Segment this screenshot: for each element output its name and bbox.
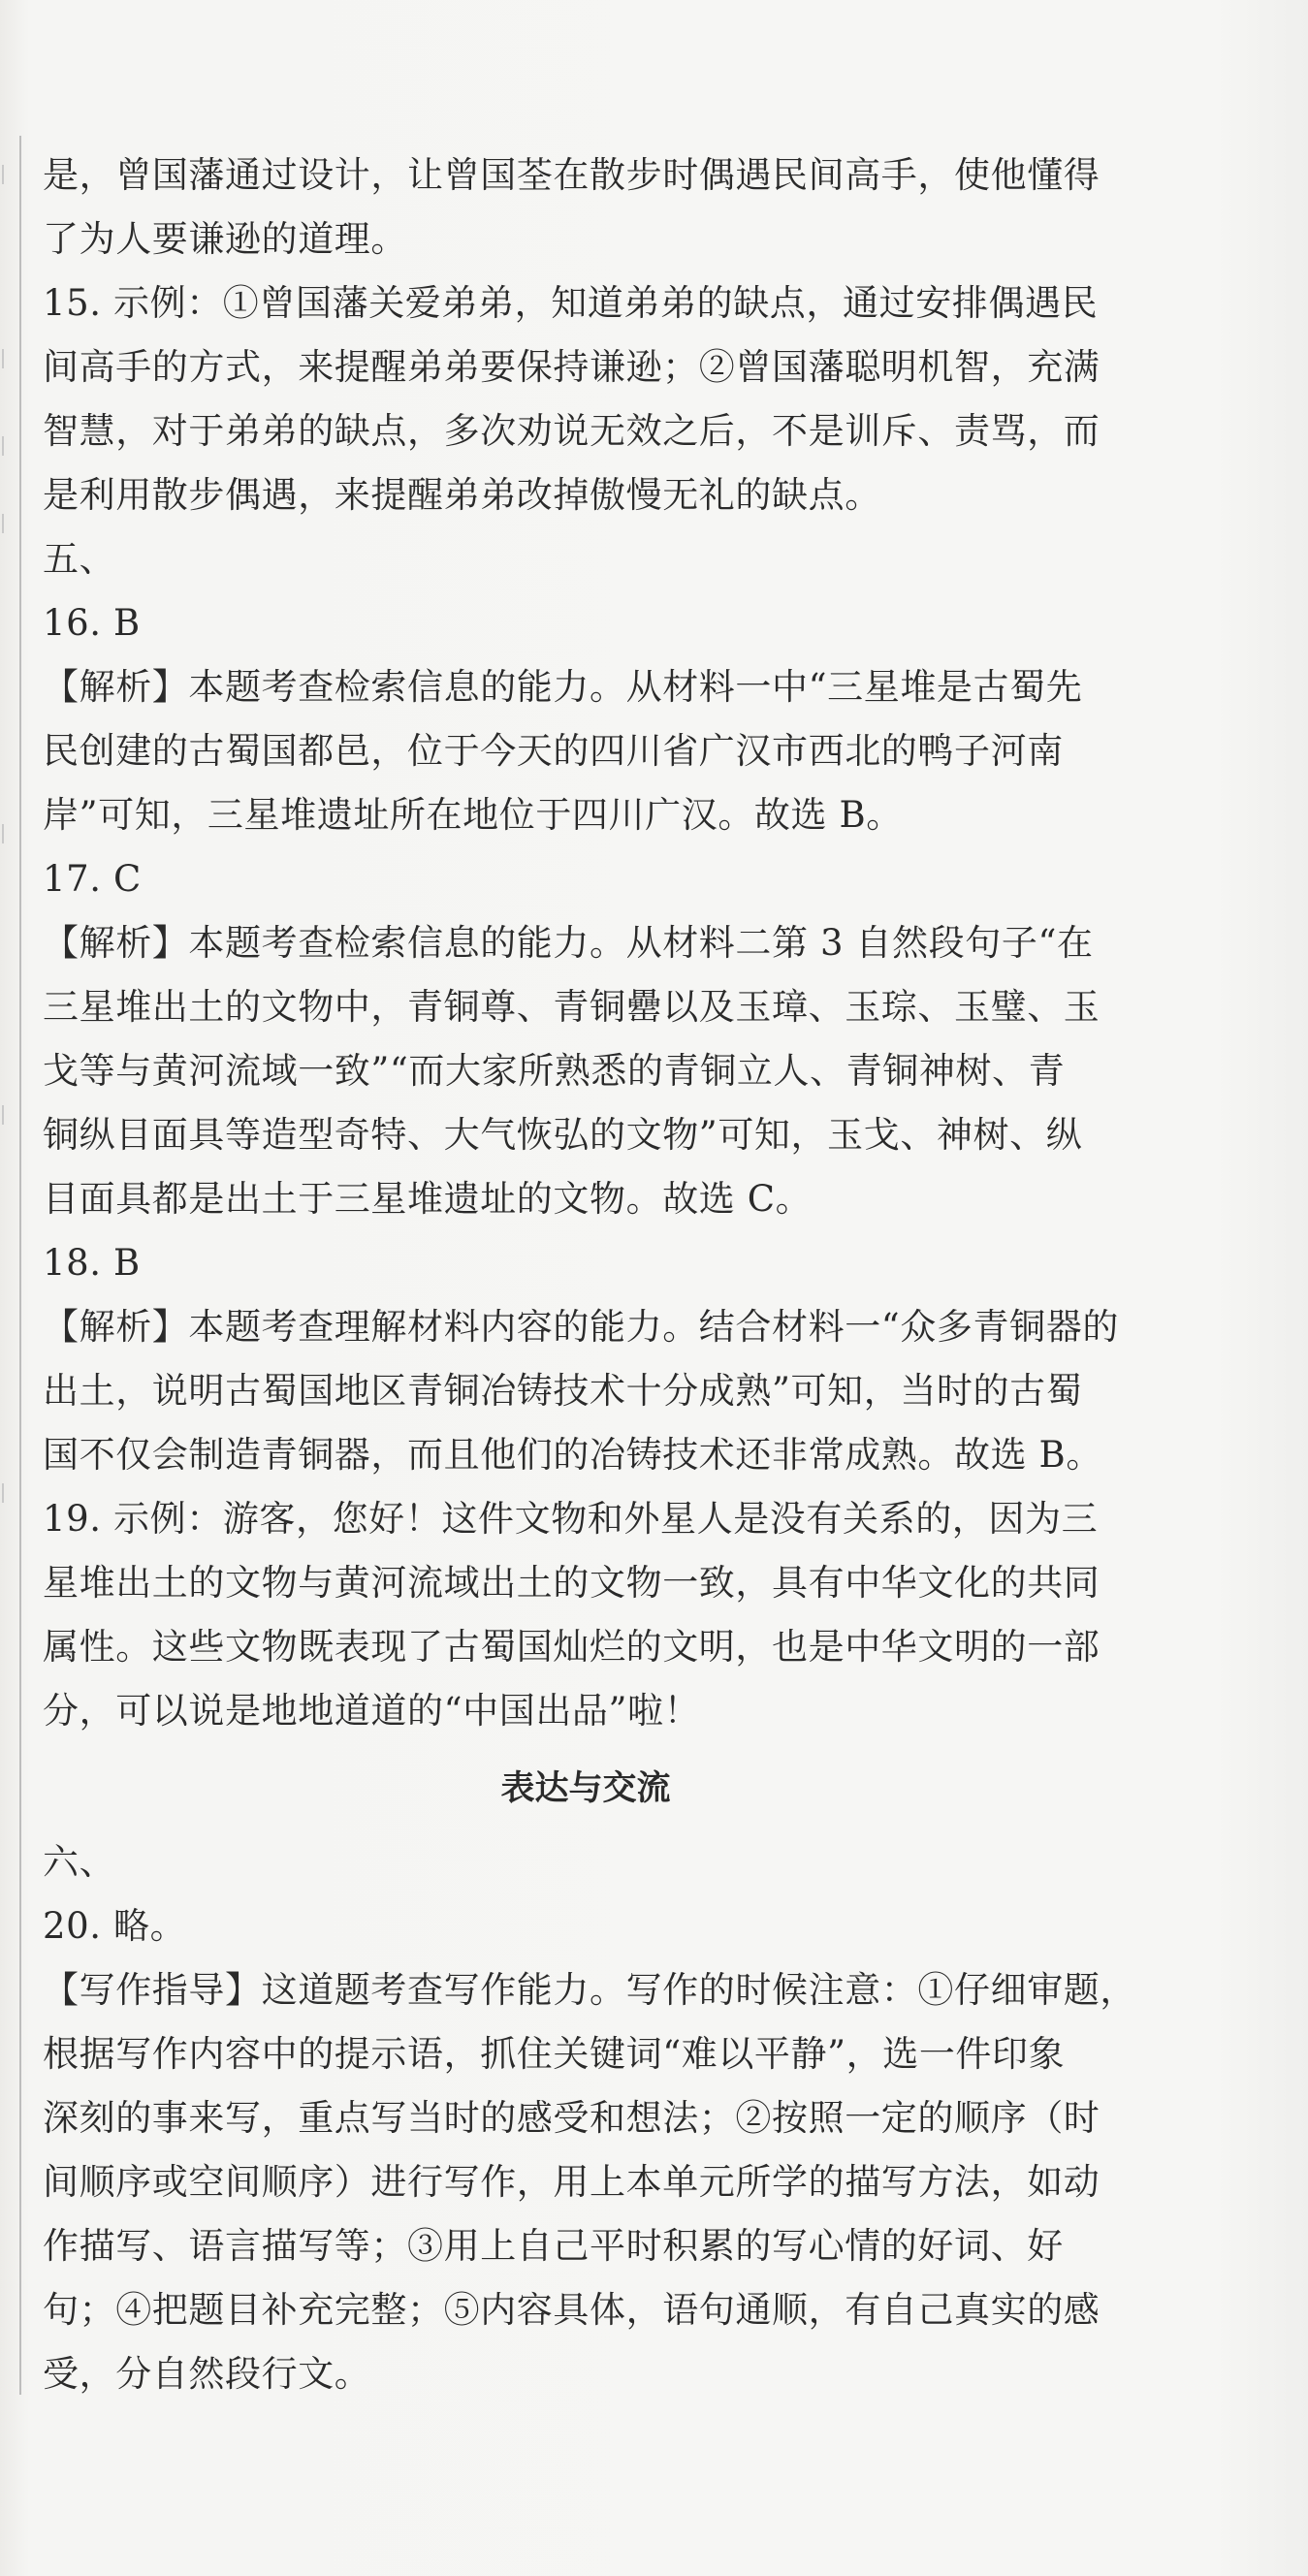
text-line: 目面具都是出土于三星堆遗址的文物。故选 C。	[43, 1178, 813, 1220]
section-title: 表达与交流	[500, 1769, 671, 1808]
text-line: 19. 示例：游客，您好！这件文物和外星人是没有关系的，因为三	[43, 1498, 1099, 1540]
text-line: 分，可以说是地地道道的“中国出品”啦！	[43, 1690, 701, 1732]
text-line: 出土，说明古蜀国地区青铜冶铸技术十分成熟”可知，当时的古蜀	[43, 1370, 1083, 1412]
text-line: 15. 示例：①曾国藩关爱弟弟，知道弟弟的缺点，通过安排偶遇民	[43, 282, 1099, 324]
text-line: 民创建的古蜀国都邑，位于今天的四川省广汉市西北的鸭子河南	[43, 730, 1064, 772]
text-line: 间高手的方式，来提醒弟弟要保持谦逊；②曾国藩聪明机智，充满	[43, 346, 1101, 388]
text-line: 了为人要谦逊的道理。	[43, 218, 407, 260]
text-line: 六、	[43, 1841, 116, 1883]
text-line: 【解析】本题考查检索信息的能力。从材料一中“三星堆是古蜀先	[43, 666, 1083, 708]
text-line: 句；④把题目补充完整；⑤内容具体，语句通顺，有自己真实的感	[43, 2289, 1101, 2331]
text-line: 受，分自然段行文。	[43, 2353, 371, 2395]
text-line: 三星堆出土的文物中，青铜尊、青铜罍以及玉璋、玉琮、玉璧、玉	[43, 986, 1101, 1028]
text-line: 是，曾国藩通过设计，让曾国荃在散步时偶遇民间高手，使他懂得	[43, 154, 1101, 196]
text-line: 【解析】本题考查检索信息的能力。从材料二第 3 自然段句子“在	[43, 922, 1094, 964]
answer-content	[43, 143, 1136, 2406]
text-line: 间顺序或空间顺序）进行写作，用上本单元所学的描写方法，如动	[43, 2161, 1101, 2203]
text-line: 【写作指导】这道题考查写作能力。写作的时候注意：①仔细审题，	[43, 1969, 1136, 2011]
text-line: 17. C	[43, 858, 142, 900]
text-line: 深刻的事来写，重点写当时的感受和想法；②按照一定的顺序（时	[43, 2097, 1101, 2139]
text-line: 智慧，对于弟弟的缺点，多次劝说无效之后，不是训斥、责骂，而	[43, 410, 1101, 452]
text-line: 作描写、语言描写等；③用上自己平时积累的写心情的好词、好	[43, 2225, 1064, 2267]
text-line: 国不仅会制造青铜器，而且他们的冶铸技术还非常成熟。故选 B。	[43, 1434, 1102, 1476]
text-line: 岸”可知，三星堆遗址所在地位于四川广汉。故选 B。	[43, 794, 903, 836]
text-line: 根据写作内容中的提示语，抓住关键词“难以平静”，选一件印象	[43, 2033, 1066, 2075]
text-line: 20. 略。	[43, 1905, 187, 1947]
answer-block-reading	[43, 143, 1129, 1743]
binding-margin-line	[19, 136, 21, 2395]
text-line: 18. B	[43, 1242, 141, 1284]
text-line: 是利用散步偶遇，来提醒弟弟改掉傲慢无礼的缺点。	[43, 474, 881, 516]
text-line: 五、	[43, 538, 116, 580]
text-line: 属性。这些文物既表现了古蜀国灿烂的文明，也是中华文明的一部	[43, 1626, 1101, 1668]
answer-block-writing	[43, 1830, 1136, 2406]
text-line: 戈等与黄河流域一致”“而大家所熟悉的青铜立人、青铜神树、青	[43, 1050, 1066, 1092]
text-line: 星堆出土的文物与黄河流域出土的文物一致，具有中华文化的共同	[43, 1562, 1101, 1604]
text-line: 16. B	[43, 602, 141, 644]
text-line: 【解析】本题考查理解材料内容的能力。结合材料一“众多青铜器的	[43, 1306, 1119, 1348]
text-line: 铜纵目面具等造型奇特、大气恢弘的文物”可知，玉戈、神树、纵	[43, 1114, 1083, 1156]
